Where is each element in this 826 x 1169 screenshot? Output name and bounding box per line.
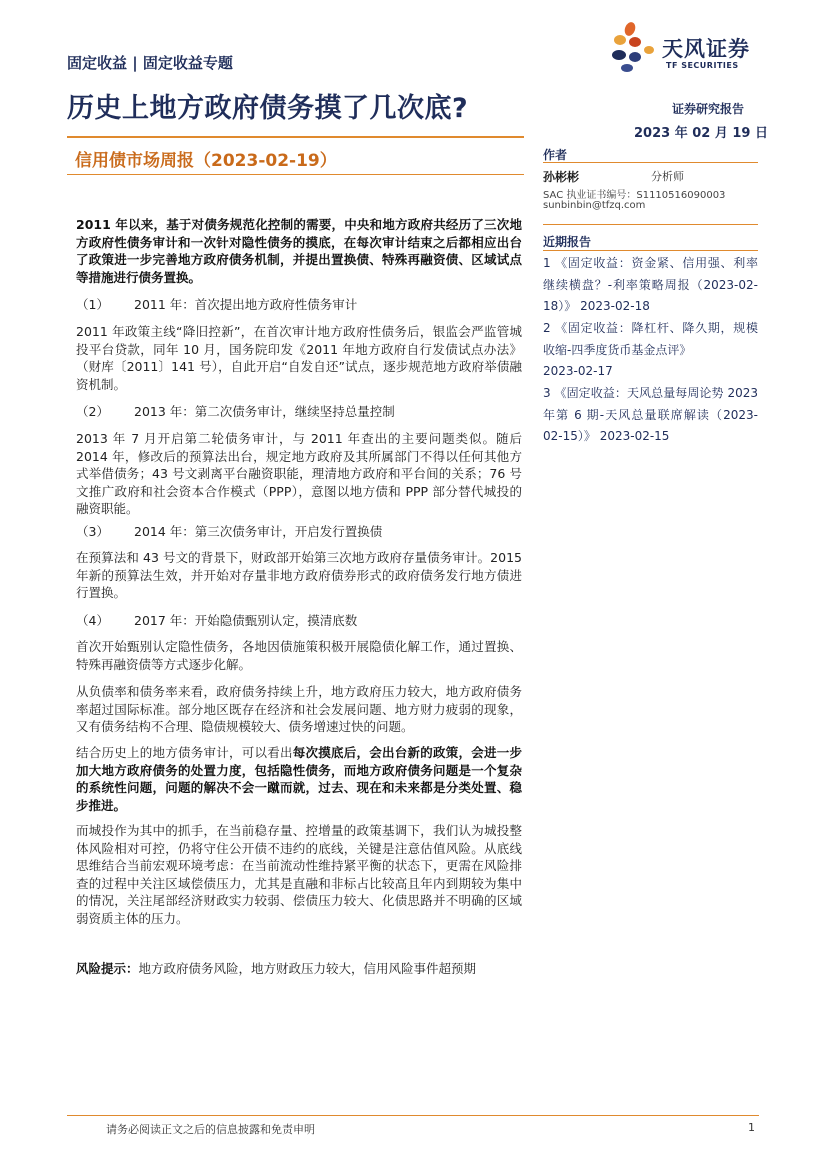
paragraph-2011: 2011 年政策主线“降旧控新”，在首次审计地方政府性债务后，银监会严监管城投平台贷款，同年 10 月，国务院印发《2011 年地方政府自行发债试点办法》（财库〔2011〕141 号），自此开启“自发自还”试点，逐步规范地方政府举债融资机制。: [76, 324, 522, 392]
section-heading-1: （1） 2011 年：首次提出地方政府性债务审计: [76, 297, 358, 312]
paragraph-2014: 在预算法和 43 号文的背景下，财政部开始第三次地方政府存量债务审计。2015 年新的预算法生效，并开始对存量非地方政府债券形式的政府债务发行地方债进行置换。: [76, 550, 522, 601]
intro-paragraph: 2011 年以来，基于对债务规范化控制的需要，中央和地方政府共经历了三次地方政府性债务审计和一次针对隐性债务的摸底，在每次审计结束之后都相应出台了政策进一步完善地方政府债务机制，并提出置换债、特殊再融资债、区域试点等措施进行债务置换。: [76, 217, 522, 285]
footer-disclaimer: 请务必阅读正文之后的信息披露和免责申明: [106, 1123, 315, 1136]
related-top-divider: [543, 224, 758, 225]
logo-wordmark: 天风证券: [662, 37, 750, 61]
related-report-1-date: 2023-02-18: [580, 299, 650, 313]
related-divider: [543, 250, 758, 251]
paragraph-2017: 首次开始甄别认定隐性债务，各地因债施策积极开展隐债化解工作，通过置换、特殊再融资债等方式逐步化解。: [76, 639, 522, 672]
author-name: 孙彬彬: [543, 170, 580, 184]
author-email[interactable]: sunbinbin@tfzq.com: [543, 200, 646, 211]
author-role: 分析师: [651, 170, 684, 183]
related-report-3-title: 3 《固定收益：天风总量每周论势 2023年第 6 期-天风总量联席解读（2023-02-15）》: [543, 386, 758, 443]
report-type: 证券研究报告: [672, 102, 745, 116]
risk-warning: 风险提示：地方政府债务风险，地方财政压力较大，信用风险事件超预期: [76, 961, 477, 976]
related-report-3[interactable]: [543, 383, 758, 448]
related-report-1[interactable]: [543, 253, 758, 318]
subtitle-divider: [67, 174, 524, 175]
tf-logo-icon: [609, 20, 661, 76]
paragraph-conclusion: 结合历史上的地方债务审计，可以看出每次摸底后，会出台新的政策，会进一步加大地方政府债务的处置力度，包括隐性债务，而地方政府债务问题是一个复杂的系统性问题，问题的解决不会一蹴而就，过去、现在和未来都是分类处置、稳步推进。: [76, 745, 522, 813]
author-license: SAC 执业证书编号：S1110516090003: [543, 190, 726, 201]
logo-english: TF SECURITIES: [666, 61, 739, 70]
section-heading-4: （4） 2017 年：开始隐债甄别认定，摸清底数: [76, 613, 358, 628]
section-heading-3: （3） 2014 年：第三次债务审计，开启发行置换债: [76, 524, 383, 539]
report-category: 固定收益 | 固定收益专题: [67, 54, 233, 72]
related-report-1-title: 1 《固定收益：资金紧、信用强、利率继续横盘？-利率策略周报（2023-02-18）》: [543, 256, 758, 313]
paragraph-debt-ratio: 从负债率和债务率来看，政府债务持续上升，地方政府压力较大，地方政府债务率超过国际标准。部分地区既存在经济和社会发展问题、地方财力疲弱的现象，又有债务结构不合理、隐债规模较大、债务增速过快的问题。: [76, 684, 522, 735]
related-report-3-date: 2023-02-15: [599, 429, 670, 443]
report-subtitle: 信用债市场周报（2023-02-19）: [75, 151, 337, 171]
title-divider: [67, 136, 524, 138]
report-date: 2023 年 02 月 19 日: [634, 126, 768, 141]
related-heading: 近期报告: [543, 235, 592, 249]
related-report-2[interactable]: [543, 318, 758, 383]
paragraph-2013: 2013 年 7 月开启第二轮债务审计，与 2011 年查出的主要问题类似。随后 2014 年，修改后的预算法出台，规定地方政府及其所属部门不得以任何其他方式举借债务；43 号文剥离平台融资职能，理清地方政府和平台间的关系；76 号文推广政府和社会资本合作模式（PPP），意图以地方债和 PPP 部分替代城投的融资职能。: [76, 431, 522, 517]
section-heading-2: （2） 2013 年：第二次债务审计，继续坚持总量控制: [76, 404, 395, 419]
footer-divider: [67, 1115, 759, 1116]
page-number: 1: [748, 1121, 755, 1134]
related-report-2-date: 2023-02-17: [543, 364, 613, 378]
author-heading: 作者: [543, 148, 568, 162]
related-report-2-title: 2 《固定收益：降杠杆、降久期，规模收缩-四季度货币基金点评》: [543, 321, 758, 357]
paragraph-chengtou: 而城投作为其中的抓手，在当前稳存量、控增量的政策基调下，我们认为城投整体风险相对可控，仍将守住公开债不违约的底线，关键是注意估值风险。从底线思维结合当前宏观环境考虑：在当前流动性维持紧平衡的状态下，更需在风险排查的过程中关注区域偿债压力，尤其是直融和非标占比较高且年内到期较为集中的情况，关注尾部经济财政实力较弱、偿债压力较大、化债思路并不明确的区域弱资质主体的压力。: [76, 823, 522, 926]
report-title: 历史上地方政府债务摸了几次底?: [67, 93, 469, 124]
author-divider: [543, 162, 758, 163]
